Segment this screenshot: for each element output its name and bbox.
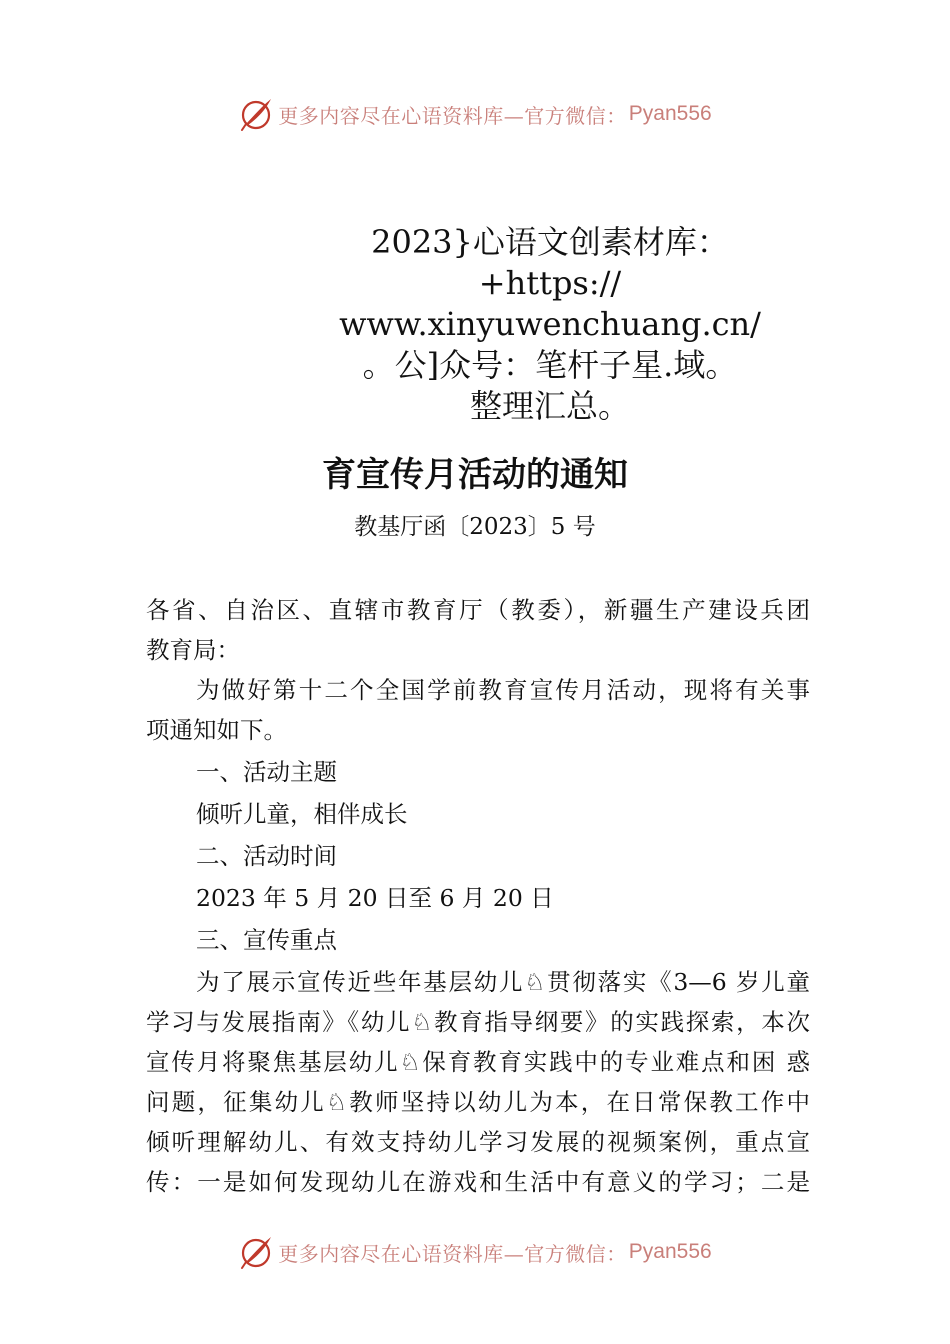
watermark-wechat-id: Pyan556: [628, 102, 712, 125]
promo-line: 。公]众号：笔杆子星.域。: [362, 346, 738, 384]
watermark-text: 更多内容尽在心语资料库—官方微信：: [278, 103, 627, 128]
body-line: 项通知如下。: [146, 716, 287, 744]
promo-line: 2023}心语文创素材库：: [371, 223, 729, 261]
promo-block: [300, 222, 800, 427]
promo-line: www.xinyuwenchuang.cn/: [339, 305, 761, 343]
body-line: 倾听理解幼儿、有效支持幼儿学习发展的视频案例，重点宣: [146, 1128, 810, 1156]
document-title: 育宣传月活动的通知: [322, 455, 628, 495]
quill-pen-seal-icon: [238, 1234, 274, 1270]
body-line: 倾听儿童，相伴成长: [196, 800, 408, 828]
promo-line: +https://: [478, 264, 622, 302]
body-line: 问题，征集幼儿♘教师坚持以幼儿为本，在日常保教工作中: [146, 1088, 810, 1116]
document-number: 教基厅函〔2023〕5 号: [354, 514, 596, 540]
watermark-text: 更多内容尽在心语资料库—官方微信：: [278, 1241, 627, 1266]
watermark-wechat-id: Pyan556: [628, 1240, 712, 1263]
body-line: 教育局：: [146, 636, 240, 664]
body-line: 为了展示宣传近些年基层幼儿♘贯彻落实《3—6 岁儿童: [196, 968, 810, 996]
section-heading: 三、宣传重点: [196, 926, 337, 954]
footer-watermark: [0, 1232, 950, 1272]
body-line: 宣传月将聚焦基层幼儿♘保育教育实践中的专业难点和困 惑: [146, 1048, 810, 1076]
promo-line: 整理汇总。: [469, 387, 630, 425]
document-body: [146, 590, 810, 1202]
quill-pen-seal-icon: [238, 96, 274, 132]
body-line: 2023 年 5 月 20 日至 6 月 20 日: [196, 884, 554, 912]
body-line: 传：一是如何发现幼儿在游戏和生活中有意义的学习；二是: [146, 1168, 810, 1196]
body-line: 为做好第十二个全国学前教育宣传月活动，现将有关事: [196, 676, 810, 704]
header-watermark: [0, 94, 950, 134]
section-heading: 二、活动时间: [196, 842, 337, 870]
body-line: 各省、自治区、直辖市教育厅（教委），新疆生产建设兵团: [146, 596, 810, 624]
body-line: 学习与发展指南》《幼儿♘教育指导纲要》的实践探索，本次: [146, 1008, 810, 1036]
section-heading: 一、活动主题: [196, 758, 337, 786]
